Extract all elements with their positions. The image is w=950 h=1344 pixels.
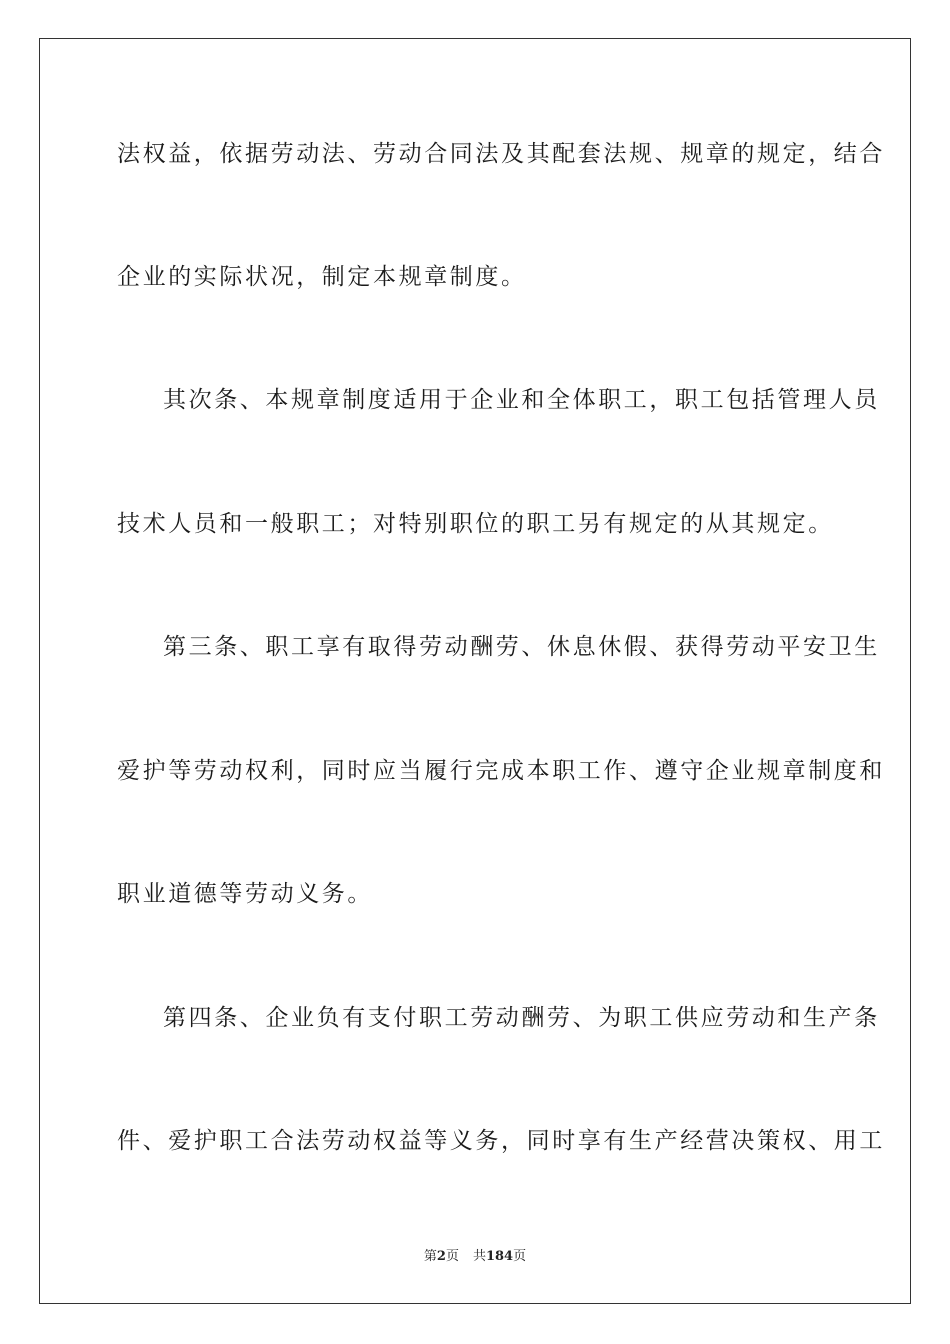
text-line-4: 技术人员和一般职工；对特别职位的职工另有规定的从其规定。: [117, 511, 834, 537]
page-suffix: 页: [445, 1249, 459, 1264]
total-pages: 184: [485, 1249, 514, 1264]
page-footer: [0, 1248, 950, 1266]
text-line-8: 第四条、企业负有支付职工劳动酬劳、为职工供应劳动和生产条: [163, 1005, 880, 1031]
text-line-2: 企业的实际状况，制定本规章制度。: [117, 264, 527, 290]
text-line-3: 其次条、本规章制度适用于企业和全体职工，职工包括管理人员: [163, 387, 880, 413]
total-prefix: 共: [472, 1249, 486, 1264]
page-number: 2: [436, 1249, 446, 1264]
total-suffix: 页: [513, 1249, 527, 1264]
text-line-9: 件、爱护职工合法劳动权益等义务，同时享有生产经营决策权、用工: [117, 1128, 885, 1154]
text-line-5: 第三条、职工享有取得劳动酬劳、休息休假、获得劳动平安卫生: [163, 634, 880, 660]
text-line-7: 职业道德等劳动义务。: [117, 881, 373, 907]
text-line-6: 爱护等劳动权利，同时应当履行完成本职工作、遵守企业规章制度和: [117, 758, 885, 784]
text-line-1: 法权益，依据劳动法、劳动合同法及其配套法规、规章的规定，结合: [117, 141, 885, 167]
page-prefix: 第: [423, 1249, 437, 1264]
page-border: [39, 38, 911, 1304]
